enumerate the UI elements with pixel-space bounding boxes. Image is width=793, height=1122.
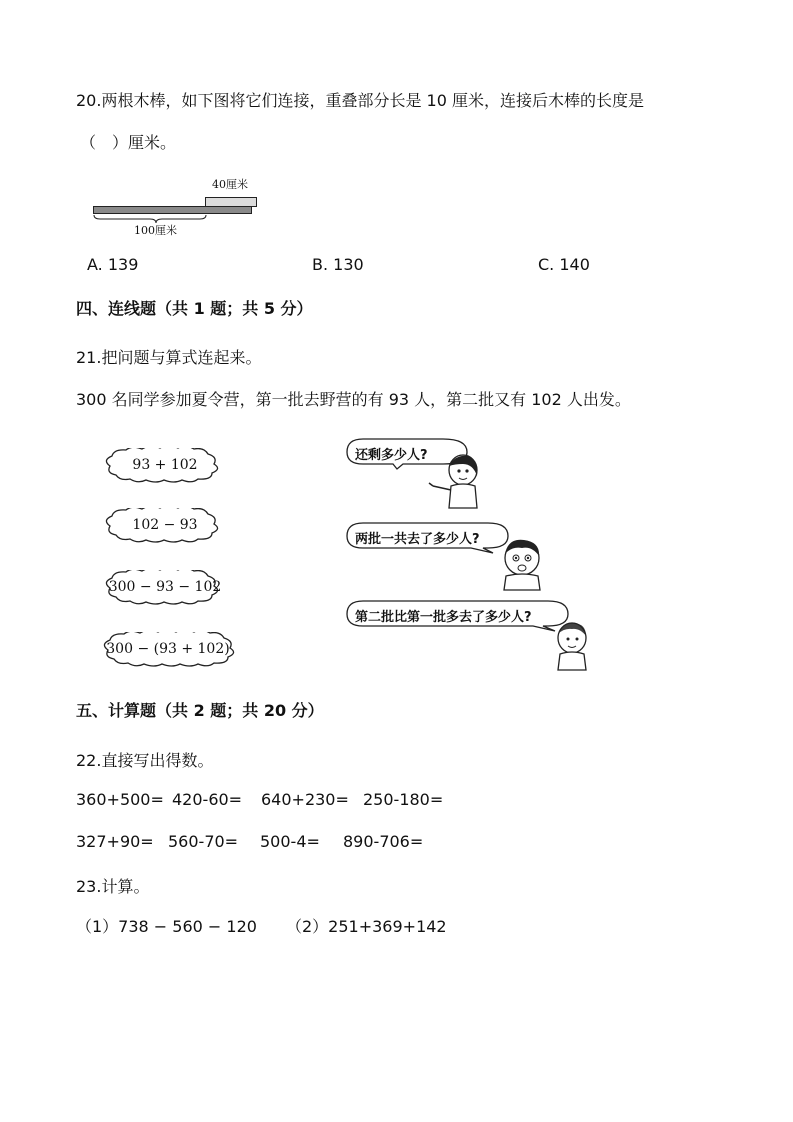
child-icon [548,618,594,672]
boy-icon [492,536,550,592]
option-b[interactable]: B. 130 [312,255,364,274]
calc-item: 560-70= [168,832,239,851]
question-bubble-2[interactable] [343,520,513,554]
question-20-line1: 20.两根木棒，如下图将它们连接，重叠部分长是 10 厘米，连接后木棒的长度是 [76,91,644,110]
section-5-title: 五、计算题（共 2 题；共 20 分） [76,701,324,720]
section-4-title: 四、连线题（共 1 题；共 5 分） [76,299,313,318]
expression-text: 102 − 93 [132,517,198,533]
question-text: 两批一共去了多少人? [355,532,480,547]
calc-item: 327+90= [76,832,154,851]
calc-item: 250-180= [363,790,444,809]
long-stick-label: 100厘米 [134,224,177,237]
calc-expression-2: （2）251+369+142 [286,917,447,936]
short-stick-label: 40厘米 [212,178,248,191]
question-21-description: 300 名同学参加夏令营，第一批去野营的有 93 人，第二批又有 102 人出发。 [76,390,631,409]
calc-item: 420-60= [172,790,243,809]
calc-item: 500-4= [260,832,320,851]
calc-expression-1: （1）738 − 560 − 120 [76,917,257,936]
question-22-title: 22.直接写出得数。 [76,751,214,770]
option-a[interactable]: A. 139 [87,255,139,274]
expression-text: 300 − (93 + 102) [106,641,230,657]
option-c[interactable]: C. 140 [538,255,590,274]
question-text: 还剩多少人? [355,448,428,463]
wood-sticks-diagram [88,170,268,240]
expression-cloud-3[interactable] [100,570,230,606]
question-21-title: 21.把问题与算式连起来。 [76,348,262,367]
girl-pointing-icon [425,452,485,510]
expression-cloud-2[interactable] [100,508,230,544]
question-23-title: 23.计算。 [76,877,150,896]
question-text: 第二批比第一批多去了多少人? [355,610,532,625]
calc-item: 890-706= [343,832,424,851]
calc-item: 640+230= [261,790,349,809]
question-20-line2: （ ）厘米。 [80,133,177,152]
length-brace [88,170,268,240]
expression-text: 300 − 93 − 102 [108,579,222,595]
calc-item: 360+500= [76,790,164,809]
expression-cloud-4[interactable] [98,632,238,668]
expression-cloud-1[interactable] [100,448,230,484]
expression-text: 93 + 102 [132,457,198,473]
question-bubble-3[interactable] [343,598,573,632]
